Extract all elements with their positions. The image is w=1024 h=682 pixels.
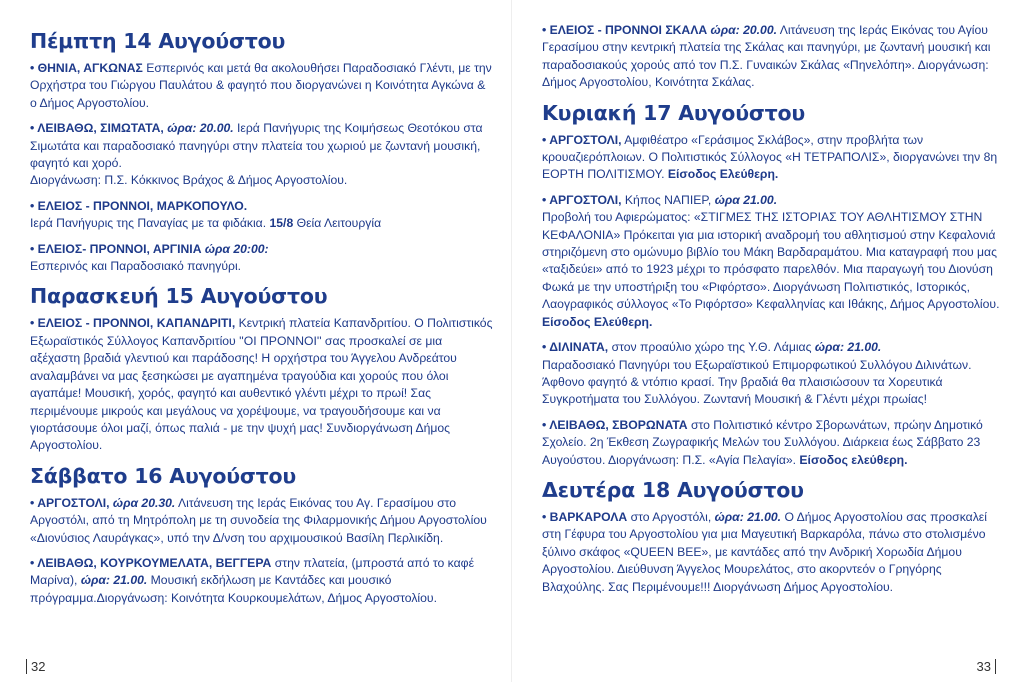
event-svoronata: • ΛΕΙΒΑΘΩ, ΣΒΟΡΩΝΑΤΑ στο Πολιτιστικό κέντρο Σβορωνάτων, πρώην Δημοτικό Σχολείο. 2η Έκθεση Ζωγραφικής Μελών του Συλλόγου. Διάρκεια έως Σάββατο 23 Αυγούστου. Διοργάνωση: Π.Σ. «Αγία Πελαγία». Είσοδος ελεύθερη.	[542, 417, 983, 467]
day-heading-monday: Δευτέρα 18 Αυγούστου	[542, 477, 804, 502]
right-page	[512, 0, 1024, 682]
page-number-right: 33	[977, 659, 996, 674]
event-livatho-simotata: • ΛΕΙΒΑΘΩ, ΣΙΜΩΤΑΤΑ, ώρα: 20.00. Ιερά Πανήγυρις της Κοιμήσεως Θεοτόκου στα Σιμωτάτα και παραδοσιακό πανηγύρι στην πλατεία του χωριού με ζωντανή μουσική, φαγητό και χορό. Διοργάνωση: Π.Σ. Κόκκινος Βράχος & Δήμος Αργοστολίου.	[30, 121, 483, 188]
day-heading-saturday: Σάββατο 16 Αυγούστου	[30, 463, 297, 488]
event-kourkoumelata: • ΛΕΙΒΑΘΩ, ΚΟΥΡΚΟΥΜΕΛΑΤΑ, ΒΕΓΓΕΡΑ στην πλατεία, (μπροστά από το καφέ Μαρίνα), ώρα: 21.00. Μουσική εκδήλωση με Καντάδες και μουσικό πρόγραμμα.Διοργάνωση: Κοινότητα Κουρκουμελάτων, Δήμος Αργοστολίου.	[30, 555, 475, 605]
event-skala: • ΕΛΕΙΟΣ - ΠΡΟΝΝΟΙ ΣΚΑΛΑ ώρα: 20.00. Λιτάνευση της Ιεράς Εικόνας του Αγίου Γερασίμου στην κεντρική πλατεία της Σκάλας και πανηγύρι, με ζωντανή μουσική και παραδοσιακούς χορούς από τον Π.Σ. Γυναικών Σκάλας «Πηνελόπη». Διοργάνωση: Δήμος Αργοστολίου, Κοινότητα Σκάλας.	[542, 23, 991, 90]
event-dilinata: • ΔΙΛΙΝΑΤΑ, στον προαύλιο χώρο της Υ.Θ. Λάμιας ώρα: 21.00. Παραδοσιακό Πανηγύρι του Εξωραϊστικού Επιμορφωτικού Συλλόγου Διλινάτων. Άφθονο φαγητό & ντόπιο κρασί. Την βραδιά θα πλαισιώσουν τα Χορευτικά Συγκροτήματα του Συλλόγου. Ζωντανή Μουσική & Γλέντι μέχρι πρωίας!	[542, 340, 972, 407]
event-kapandriti: • ΕΛΕΙΟΣ - ΠΡΟΝΝΟΙ, ΚΑΠΑΝΔΡΙΤΙ, Κεντρική πλατεία Καπανδριτίου. Ο Πολιτιστικός Εξωραϊστικός Σύλλογος Καπανδριτίου ''ΟΙ ΠΡΟΝΝΟΙ'' σας προσκαλεί σε μια αξέχαστη βραδιά γλεντιού και παράδοσης! Η ορχήστρα του Άγγελου Ανδρεάτου αναλαμβάνει να μας ξεσηκώσει με αγαπημένα τραγούδια και χορούς που όλοι αγαπάμε! Μουσική, χορός, φαγητό και αυθεντικό γλέντι μέχρι το πρωί! Σας περιμένουμε μικρούς και μεγάλους να χορέψουμε, να τραγουδήσουμε και να γιορτάσουμε όλοι μαζί, όπως παλιά - με την ψυχή μας! Συνδιοργάνωση Δήμος Αργοστολίου.	[30, 316, 493, 453]
page-number-left: 32	[26, 659, 45, 674]
day-heading-sunday: Κυριακή 17 Αυγούστου	[542, 100, 806, 125]
event-barcarole: • ΒΑΡΚΑΡΟΛΑ στο Αργοστόλι, ώρα: 21.00. Ο Δήμος Αργοστολίου σας προσκαλεί στη Γέφυρα του Αργοστολίου για μια Μαγευτική Βαρκαρόλα, πάνω στο στολισμένο ξύλινο σκάφος «QUEEN BEE», με καντάδες από την Ανδρική Χορωδία Δήμου Αργοστολίου. Διεύθυνση Άγγελος Μουρελάτος, στο ακορντεόν ο Γρηγόρης Βλαχούλης. Σας Περιμένουμε!!! Διοργάνωση Δήμος Αργοστολίου.	[542, 509, 987, 594]
day-heading-friday: Παρασκευή 15 Αυγούστου	[30, 284, 328, 309]
event-markopoulo: • ΕΛΕΙΟΣ - ΠΡΟΝΝΟΙ, ΜΑΡΚΟΠΟΥΛΟ. Ιερά Πανήγυρις της Παναγίας με τα φιδάκια. 15/8 Θεία Λειτουργία	[30, 198, 382, 231]
event-tetrapolis: • ΑΡΓΟΣΤΟΛΙ, Αμφιθέατρο «Γεράσιμος Σκλάβος», στην προβλήτα των κρουαζιερόπλοιων. Ο Πολιτιστικός Σύλλογος «Η ΤΕΤΡΑΠΟΛΙΣ», διοργανώνει την 8η ΕΟΡΤΗ ΠΟΛΙΤΙΣΜΟΥ. Είσοδος Ελεύθερη.	[542, 132, 998, 182]
event-napier-garden: • ΑΡΓΟΣΤΟΛΙ, Κήπος ΝΑΠΙΕΡ, ώρα 21.00. Προβολή του Αφιερώματος: «ΣΤΙΓΜΕΣ ΤΗΣ ΙΣΤΟΡΙΑΣ ΤΟΥ ΑΘΛΗΤΙΣΜΟΥ ΣΤΗΝ ΚΕΦΑΛΟΝΙΑ» Πρόκειται για μια ιστορική αναδρομή του αθλητισμού στην Κεφαλονιά στηριζόμενη στο ομώνυμο βιβλίο του Μάκη Βαρδαραμάτου. Μια καταγραφή που μας «ταξιδεύει» από το 1923 μέχρι το πρόσφατο παρελθόν. Μια παραγωγή του Διονύση Φωκά με την υποστήριξη του «Ριφόρτσο». Διοργάνωση Πολιτιστικός, Ιστορικός, Λαογραφικός σύλλογος «Το Ριφόρτσο» Κεφαλληνίας και Ιθάκης, Δήμος Αργοστολίου. Είσοδος Ελεύθερη.	[542, 192, 1000, 329]
event-argostoli-litany: • ΑΡΓΟΣΤΟΛΙ, ώρα 20.30. Λιτάνευση της Ιεράς Εικόνας του Αγ. Γερασίμου στο Αργοστόλι, από τη Μητρόπολη με τη συνοδεία της Φιλαρμονικής Δήμου Αργοστολίου «Διονύσιος Λαυράγκας», υπό την Δ/νση του αρχιμουσικού Βασίλη Περλικίδη.	[30, 495, 487, 545]
event-thinia-agkonas: • ΘΗΝΙΑ, ΑΓΚΩΝΑΣ Εσπερινός και μετά θα ακολουθήσει Παραδοσιακό Γλέντι, με την Ορχήστρα του Γιώργου Παυλάτου & φαγητό που διοργανώνει η Κοινότητα Αγκώνα & ο Δήμος Αργοστολίου.	[30, 61, 492, 110]
day-heading-thursday: Πέμπτη 14 Αυγούστου	[30, 29, 286, 53]
event-arginia: • ΕΛΕΙΟΣ- ΠΡΟΝΝΟΙ, ΑΡΓΙΝΙΑ ώρα 20:00: Εσπερινός και Παραδοσιακό πανηγύρι.	[30, 241, 269, 274]
